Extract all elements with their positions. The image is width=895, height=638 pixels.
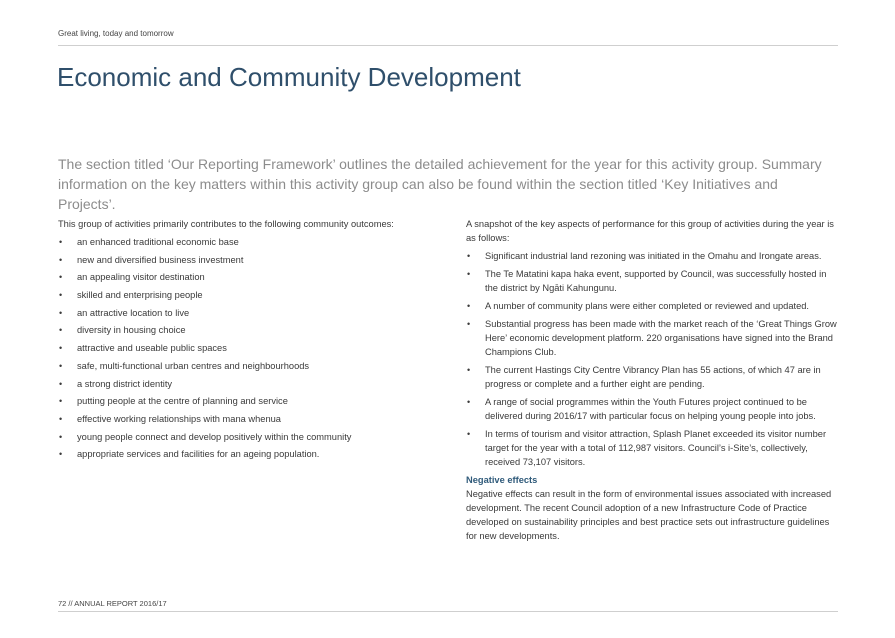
community-outcome-item: [58, 377, 443, 391]
list-item-text: an enhanced traditional economic base: [77, 237, 239, 247]
list-item-text: The Te Matatini kapa haka event, supported by Council, was successfully hosted in the district by Ngāti Kahungunu.: [485, 269, 827, 293]
list-item-text: safe, multi-functional urban centres and neighbourhoods: [77, 360, 310, 371]
list-item-text: new and diversified business investment: [77, 254, 244, 265]
right-column: [466, 217, 838, 543]
list-item-text: appropriate services and facilities for an ageing population.: [77, 449, 320, 460]
performance-highlight-item: [466, 267, 838, 295]
list-item-text: In terms of tourism and visitor attraction, Splash Planet exceeded its visitor number target for the year with a total of 112,987 visitors. Council’s i-Site’s, collectively, received 73,107 visitors.: [485, 429, 827, 467]
footer-rule: [58, 611, 838, 612]
intro-paragraph: The section titled ‘Our Reporting Framework’ outlines the detailed achievement for the year for this activity group. Summary information on the key matters within this activity group can also be found within the section titled ‘Key Initiatives and Projects’.: [58, 156, 822, 212]
bullet-icon: •: [59, 413, 63, 424]
community-outcome-item: [58, 447, 443, 461]
bullet-icon: •: [467, 251, 471, 261]
list-item-text: The current Hastings City Centre Vibrancy Plan has 55 actions, of which 47 are in progress or complete and a further eight are pending.: [485, 365, 821, 389]
community-outcome-item: [58, 412, 443, 426]
list-item-text: diversity in housing choice: [77, 325, 186, 336]
left-column-lead: This group of activities primarily contributes to the following community outcomes:: [58, 219, 394, 229]
community-outcome-item: [58, 359, 443, 373]
list-item-text: A number of community plans were either completed or reviewed and updated.: [485, 301, 810, 311]
bullet-icon: •: [59, 378, 63, 389]
header-tagline: Great living, today and tomorrow: [58, 29, 174, 38]
community-outcome-item: [58, 235, 443, 249]
community-outcome-item: [58, 270, 443, 284]
bullet-icon: •: [59, 325, 63, 336]
page-title: Economic and Community Development: [57, 62, 521, 92]
negative-effects-text: Negative effects can result in the form of environmental issues associated with increased development. The recent Council adoption of a new Infrastructure Code of Practice developed on sustainability principles and best practice sets out infrastructure guidelines for new developments.: [466, 489, 832, 541]
list-item-text: Substantial progress has been made with the market reach of the ‘Great Things Grow Here’ economic development platform. 220 organisations have signed into the Brand Champions Club.: [485, 319, 837, 357]
community-outcome-item: [58, 288, 443, 302]
list-item-text: Significant industrial land rezoning was initiated in the Omahu and Irongate areas.: [485, 251, 822, 261]
list-item-text: young people connect and develop positively within the community: [77, 431, 352, 442]
performance-highlight-item: [466, 395, 838, 423]
bullet-icon: •: [59, 307, 63, 318]
community-outcome-item: [58, 394, 443, 408]
right-column-lead: A snapshot of the key aspects of performance for this group of activities during the year is as follows:: [466, 219, 834, 243]
list-item-text: skilled and enterprising people: [77, 290, 203, 301]
bullet-icon: •: [59, 449, 63, 460]
footer-page-label: 72 // ANNUAL REPORT 2016/17: [58, 599, 167, 608]
bullet-icon: •: [59, 290, 63, 301]
list-item-text: attractive and useable public spaces: [77, 343, 227, 354]
bullet-icon: •: [59, 396, 63, 407]
bullet-icon: •: [59, 360, 63, 371]
performance-highlight-item: [466, 317, 838, 359]
bullet-icon: •: [467, 301, 471, 311]
left-column: [58, 217, 443, 465]
performance-highlight-item: [466, 363, 838, 391]
header-rule: [58, 45, 838, 46]
bullet-icon: •: [467, 269, 471, 279]
performance-highlight-item: [466, 299, 838, 313]
list-item-text: effective working relationships with mana whenua: [77, 413, 281, 424]
bullet-icon: •: [59, 343, 63, 354]
community-outcome-item: [58, 306, 443, 320]
community-outcome-item: [58, 323, 443, 337]
list-item-text: putting people at the centre of planning and service: [77, 396, 288, 407]
bullet-icon: •: [59, 237, 63, 247]
bullet-icon: •: [59, 254, 63, 265]
list-item-text: a strong district identity: [77, 378, 173, 389]
negative-effects-heading: Negative effects: [466, 475, 538, 485]
bullet-icon: •: [467, 319, 471, 329]
performance-highlights-list: [466, 249, 838, 469]
community-outcome-item: [58, 253, 443, 267]
bullet-icon: •: [467, 365, 471, 375]
list-item-text: an appealing visitor destination: [77, 272, 205, 283]
bullet-icon: •: [59, 272, 63, 283]
list-item-text: an attractive location to live: [77, 307, 190, 318]
list-item-text: A range of social programmes within the Youth Futures project continued to be delivered during 2016/17 with particular focus on helping young people into jobs.: [485, 397, 816, 421]
performance-highlight-item: [466, 249, 838, 263]
bullet-icon: •: [467, 397, 471, 407]
community-outcomes-list: [58, 235, 443, 461]
community-outcome-item: [58, 341, 443, 355]
performance-highlight-item: [466, 427, 838, 469]
bullet-icon: •: [467, 429, 471, 439]
bullet-icon: •: [59, 431, 63, 442]
community-outcome-item: [58, 430, 443, 444]
